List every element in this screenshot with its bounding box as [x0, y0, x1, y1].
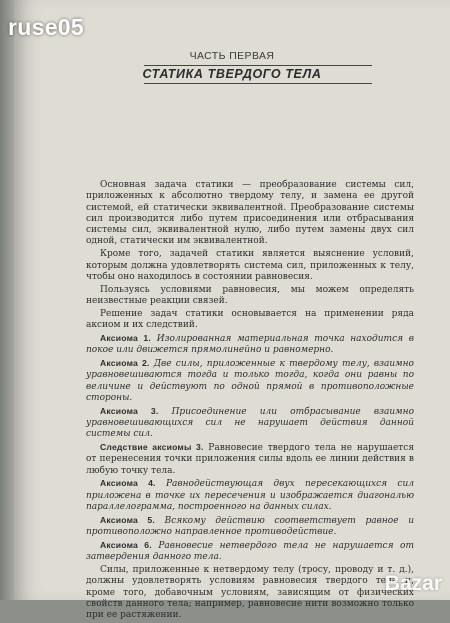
axiom-text: Равновесие нетвердого тела не нарушается от затвердения данного тела.	[86, 540, 415, 563]
paragraph: Пользуясь условиями равновесия, мы можем определять неизвестные реакции связей.	[86, 284, 414, 306]
paragraph: Кроме того, задачей статики является выяснение условий, которым должна удовлетворять система сил, приложенных к телу, чтобы оно находилось в состоянии равновесия.	[86, 249, 414, 282]
axiom-1	[86, 333, 414, 357]
axiom-text: Две силы, приложенные к твердому телу, взаимно уравновешиваются тогда и только тогда, когда они равны по величине и действуют по одной прямой в противоположные стороны.	[86, 358, 414, 403]
axiom-text: Изолированная материальная точка находится в покое или движется прямолинейно и равномерно.	[86, 333, 414, 356]
axiom-label: Аксиома 5.	[100, 514, 155, 525]
axiom-5	[86, 515, 414, 539]
axiom-3	[86, 406, 414, 441]
axiom-label: Аксиома 2.	[100, 357, 150, 368]
axiom-label: Аксиома 4.	[100, 478, 156, 489]
axiom-text: Равновесие твердого тела не нарушается от перенесения точки приложения силы вдоль ее линии действия в любую точку тела.	[86, 443, 414, 476]
page-edge	[0, 0, 14, 600]
body-text	[86, 180, 414, 623]
book-page	[14, 0, 450, 621]
axiom-6	[86, 540, 414, 564]
paragraph: Решение задач статики основывается на применении ряда аксиом и их следствий.	[86, 308, 414, 331]
axiom-label: Аксиома 3.	[100, 405, 159, 416]
axiom-label: Аксиома 6.	[100, 539, 152, 550]
axiom-label: Следствие аксиомы 3.	[100, 442, 204, 453]
axiom-text: Присоединение или отбрасывание взаимно уравновешивающихся сил не нарушает действия данной системы сил.	[86, 406, 414, 440]
page-title: СТАТИКА ТВЕРДОГО ТЕЛА	[142, 67, 322, 81]
corollary-3	[86, 442, 414, 477]
watermark-logo-bottom: Bazar	[384, 572, 442, 595]
title-rule-top	[144, 65, 372, 66]
axiom-label: Аксиома 1.	[100, 332, 152, 343]
axiom-2	[86, 358, 414, 404]
axiom-4	[86, 478, 414, 513]
closing-paragraph: Силы, приложенные к нетвердому телу (тросу, проводу и т. д.), должны удовлетворять условиям равновесия твердого тела и, кроме того, добавочным условиям, зависящим от физических свойств данного тела; например, равновесие нити возможно только при ее растяжении.	[86, 565, 414, 621]
title-rule-bottom	[144, 83, 372, 84]
axiom-text: Всякому действию соответствует равное и противоположно направленное противодействие.	[86, 515, 414, 538]
axiom-text: Равнодействующая двух пересекающихся сил приложена в точке их пересечения и изображается диагональю параллелограмма, построенного на данных силах.	[86, 479, 414, 513]
paragraph: Основная задача статики — преобразование системы сил, приложенных к абсолютно твердому телу, и замена ее другой системой, ей статически эквивалентной. Преобразование системы сил производится либо путем присоединения или отбрасывания системы сил, эквивалентной нулю, либо путем замены двух сил одной, статически им эквивалентной.	[86, 180, 414, 247]
part-label: ЧАСТЬ ПЕРВАЯ	[189, 50, 275, 62]
watermark-logo: ruse05	[8, 14, 84, 40]
